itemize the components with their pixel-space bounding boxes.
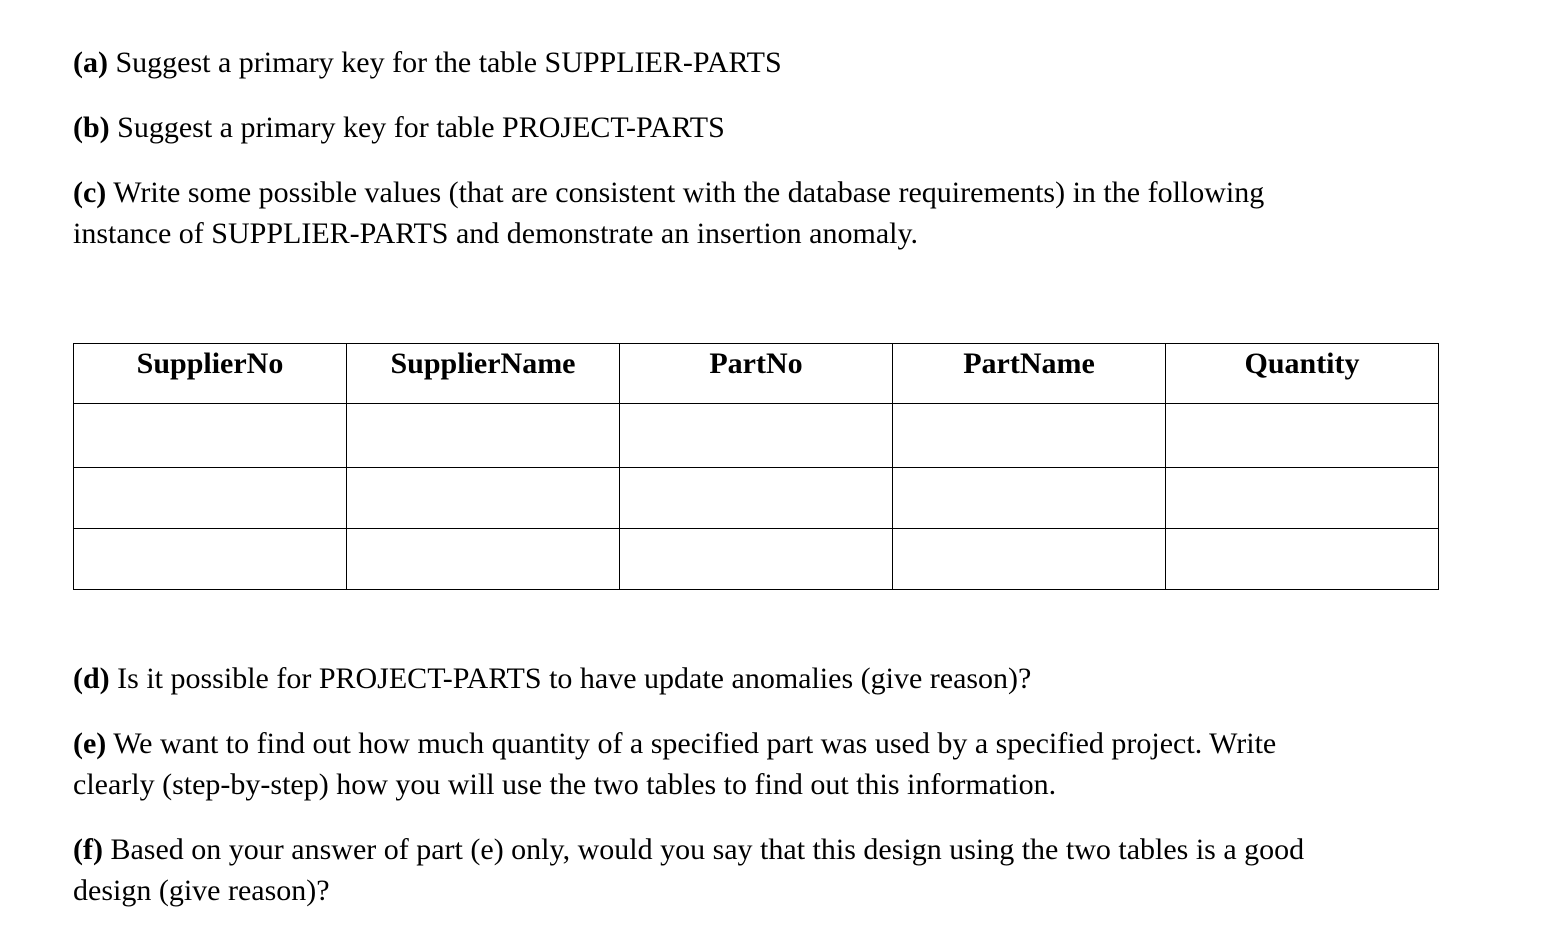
- question-b: [73, 107, 725, 148]
- table-cell: [620, 468, 893, 529]
- table-cell: [74, 468, 347, 529]
- table-cell: [620, 404, 893, 468]
- table-cell: [1166, 468, 1439, 529]
- table-cell: [1166, 404, 1439, 468]
- table-row: [74, 529, 1439, 590]
- header-part-no: PartNo: [620, 344, 893, 404]
- question-c-text-line1: Write some possible values (that are consistent with the database requirements) in the following: [113, 176, 1265, 209]
- question-f-label: (f): [73, 833, 103, 866]
- question-e-text-line1: We want to find out how much quantity of a specified part was used by a specified project. Write: [113, 727, 1277, 760]
- table-cell: [347, 529, 620, 590]
- header-supplier-name: SupplierName: [347, 344, 620, 404]
- table-cell: [74, 529, 347, 590]
- table-cell: [74, 404, 347, 468]
- header-quantity: Quantity: [1166, 344, 1439, 404]
- table-cell: [347, 404, 620, 468]
- question-e: [73, 723, 1276, 805]
- question-f: [73, 829, 1304, 911]
- question-c: [73, 172, 1264, 254]
- question-d-text: Is it possible for PROJECT-PARTS to have update anomalies (give reason)?: [117, 662, 1032, 695]
- question-e-label: (e): [73, 727, 107, 760]
- question-a-label: (a): [73, 46, 108, 79]
- question-b-label: (b): [73, 111, 110, 144]
- table-cell: [620, 529, 893, 590]
- question-c-label: (c): [73, 176, 107, 209]
- question-e-text-line2: clearly (step-by-step) how you will use the two tables to find out this information.: [73, 768, 1057, 801]
- table-header-row: [74, 344, 1439, 404]
- header-part-name: PartName: [893, 344, 1166, 404]
- question-d-label: (d): [73, 662, 110, 695]
- question-a: [73, 42, 782, 83]
- supplier-parts-table: [73, 343, 1439, 590]
- question-d: [73, 658, 1031, 699]
- header-supplier-no: SupplierNo: [74, 344, 347, 404]
- question-b-text: Suggest a primary key for table PROJECT-PARTS: [117, 111, 725, 144]
- table-row: [74, 468, 1439, 529]
- question-f-text-line2: design (give reason)?: [73, 874, 330, 907]
- table-cell: [893, 468, 1166, 529]
- table-cell: [893, 529, 1166, 590]
- table-cell: [1166, 529, 1439, 590]
- question-a-text: Suggest a primary key for the table SUPPLIER-PARTS: [115, 46, 782, 79]
- table-cell: [347, 468, 620, 529]
- question-f-text-line1: Based on your answer of part (e) only, would you say that this design using the two tables is a good: [110, 833, 1305, 866]
- question-c-text-line2: instance of SUPPLIER-PARTS and demonstrate an insertion anomaly.: [73, 217, 919, 250]
- table-row: [74, 404, 1439, 468]
- table-cell: [893, 404, 1166, 468]
